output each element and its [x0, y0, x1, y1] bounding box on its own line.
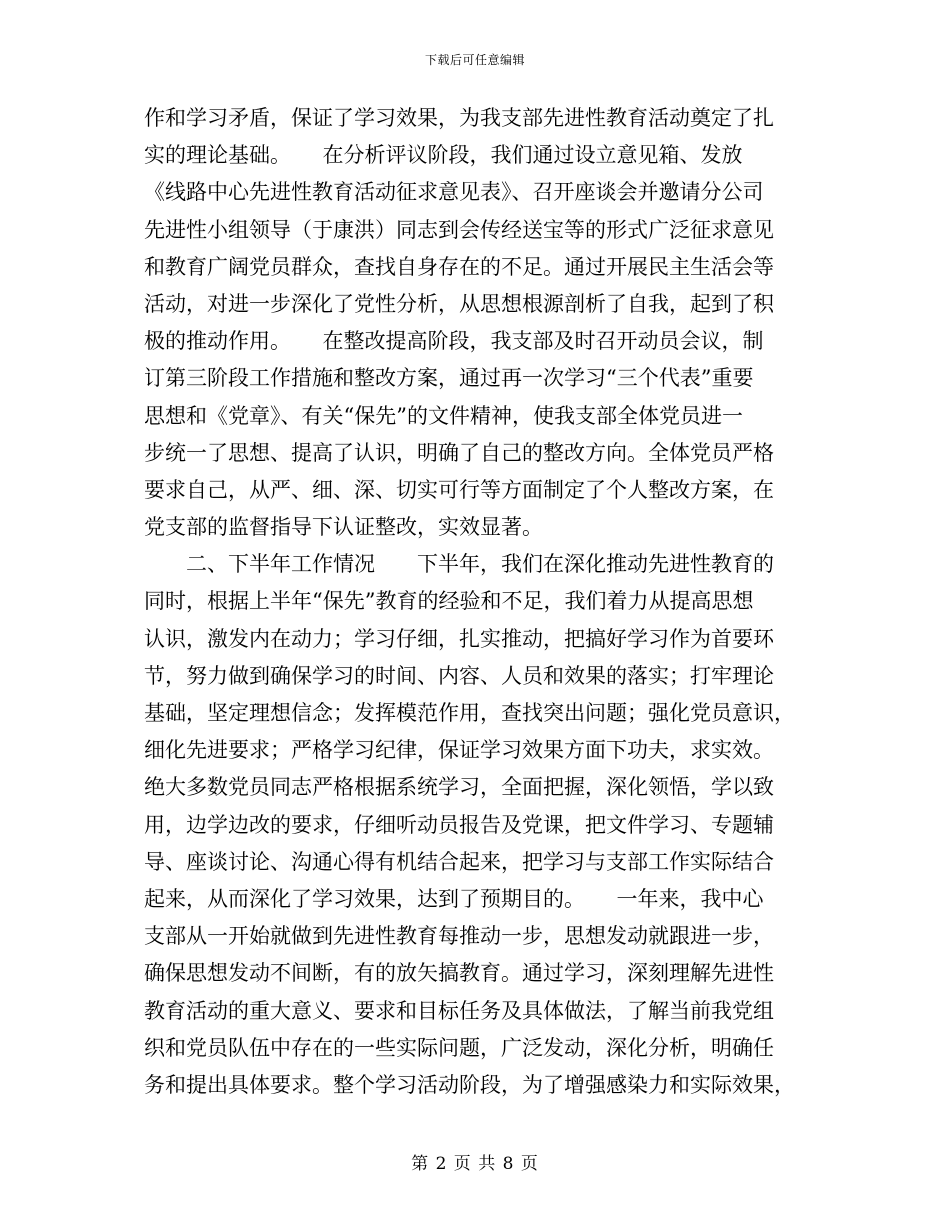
text-line: 步统一了思想、提高了认识，明确了自己的整改方向。全体党员严格 — [144, 440, 774, 465]
text-line: 教育活动的重大意义、要求和目标任务及具体做法，了解当前我党组 — [144, 998, 774, 1023]
text-line: 基础，坚定理想信念；发挥模范作用，查找突出问题；强化党员意识， — [144, 701, 795, 725]
text-line: 同时，根据上半年“保先”教育的经验和不足，我们着力从提高思想 — [144, 589, 754, 614]
text-line: 作和学习矛盾，保证了学习效果，为我支部先进性教育活动奠定了扎 — [144, 106, 774, 130]
text-line: 思想和《党章》、有关“保先”的文件精神，使我支部全体党员进一 — [144, 403, 743, 428]
text-line: 极的推动作用。 在整改提高阶段，我支部及时召开动员会议，制 — [144, 329, 764, 354]
text-line: 绝大多数党员同志严格根据系统学习，全面把握，深化领悟，学以致 — [144, 775, 774, 800]
text-line: 活动，对进一步深化了党性分析，从思想根源剖析了自我，起到了积 — [144, 291, 774, 316]
text-line: 订第三阶段工作措施和整改方案，通过再一次学习“三个代表”重要 — [144, 366, 754, 391]
page-header: 下载后可任意编辑 — [424, 53, 525, 67]
text-line: 要求自己，从严、细、深、切实可行等方面制定了个人整改方案，在 — [144, 477, 774, 502]
text-line: 织和党员队伍中存在的一些实际问题，广泛发动，深化分析，明确任 — [144, 1035, 774, 1060]
text-line: 先进性小组领导（于康洪）同志到会传经送宝等的形式广泛征求意见 — [144, 217, 774, 242]
text-line: 二、下半年工作情况 下半年，我们在深化推动先进性教育的 — [144, 552, 774, 577]
text-line: 导、座谈讨论、沟通心得有机结合起来，把学习与支部工作实际结合 — [144, 849, 774, 874]
page-number-footer: 第 2 页 共 8 页 — [411, 1154, 539, 1174]
text-line: 《线路中心先进性教育活动征求意见表》、召开座谈会并邀请分公司 — [144, 180, 764, 205]
text-line: 实的理论基础。 在分析评议阶段，我们通过设立意见箱、发放 — [144, 143, 743, 168]
text-line: 务和提出具体要求。整个学习活动阶段，为了增强感染力和实际效果， — [144, 1072, 795, 1097]
text-line: 确保思想发动不间断，有的放矢搞教育。通过学习，深刻理解先进性 — [144, 961, 774, 986]
text-line: 党支部的监督指导下认证整改，实效显著。 — [144, 515, 543, 540]
text-line: 细化先进要求；严格学习纪律，保证学习效果方面下功夫，求实效。 — [144, 738, 774, 763]
body-text — [144, 100, 816, 1104]
text-line: 节，努力做到确保学习的时间、内容、人员和效果的落实；打牢理论 — [144, 663, 774, 688]
text-line: 认识，激发内在动力；学习仔细，扎实推动，把搞好学习作为首要环 — [144, 626, 774, 651]
text-line: 起来，从而深化了学习效果，达到了预期目的。 一年来，我中心 — [144, 886, 764, 911]
text-line: 和教育广阔党员群众，查找自身存在的不足。通过开展民主生活会等 — [144, 254, 774, 279]
text-line: 用，边学边改的要求，仔细听动员报告及党课，把文件学习、专题辅 — [144, 812, 774, 837]
text-line: 支部从一开始就做到先进性教育每推动一步，思想发动就跟进一步， — [144, 924, 774, 949]
